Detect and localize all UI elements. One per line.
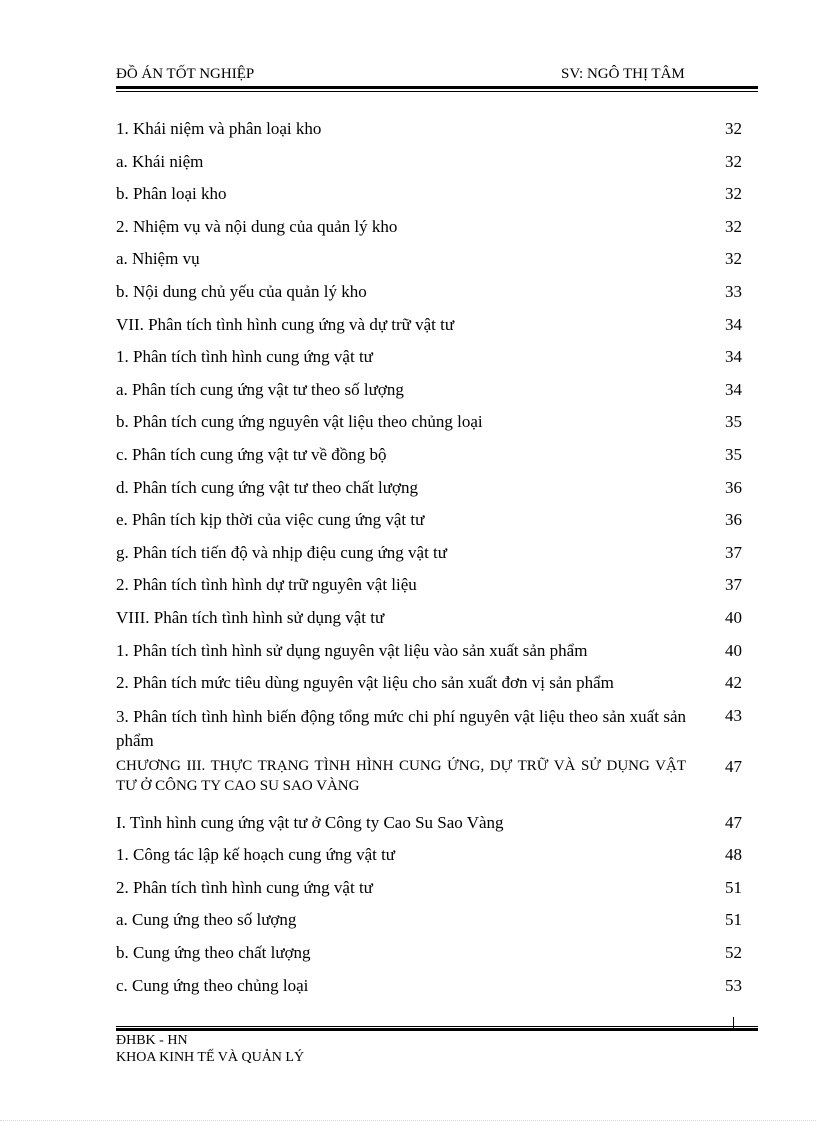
toc-entry	[116, 248, 742, 281]
header-thesis-title: ĐỒ ÁN TỐT NGHIỆP	[116, 66, 255, 82]
toc-entry	[116, 942, 742, 975]
toc-entry-page: 35	[725, 444, 742, 464]
toc-entry-page: 32	[725, 151, 742, 171]
toc-entry	[116, 379, 742, 412]
page-footer	[116, 1032, 304, 1066]
toc-entry	[116, 975, 742, 1008]
toc-entry-page: 33	[725, 281, 742, 301]
toc-entry-title: VII. Phân tích tình hình cung ứng và dự trữ vật tư	[116, 314, 455, 334]
toc-entry-title: c. Phân tích cung ứng vật tư về đồng bộ	[116, 444, 387, 464]
toc-entry-page: 43	[725, 705, 742, 725]
toc-entry-page: 48	[725, 845, 742, 865]
header-rule-thick	[116, 86, 758, 89]
toc-entry	[116, 812, 742, 845]
toc-entry	[116, 477, 742, 510]
toc-entry-page: 32	[725, 184, 742, 204]
toc-entry-title: 1. Phân tích tình hình cung ứng vật tư	[116, 347, 373, 367]
toc-entry-title: b. Cung ứng theo chất lượng	[116, 943, 311, 963]
toc-entry-page: 40	[725, 640, 742, 660]
toc-entry-page: 36	[725, 510, 742, 530]
toc-entry	[116, 444, 742, 477]
toc-entry-page: 32	[725, 216, 742, 236]
toc-entry-page: 51	[725, 910, 742, 930]
toc-entry-title: b. Phân loại kho	[116, 184, 227, 204]
footer-rule-thick	[116, 1028, 758, 1031]
toc-entry-page: 53	[725, 975, 742, 995]
toc-chapter-entry	[116, 756, 742, 812]
toc-entry-title: b. Phân tích cung ứng nguyên vật liệu theo chủng loại	[116, 412, 483, 432]
toc-entry-page: 42	[725, 673, 742, 693]
toc-entry	[116, 411, 742, 444]
toc-entry-title: 2. Nhiệm vụ và nội dung của quản lý kho	[116, 216, 398, 236]
toc-entry	[116, 314, 742, 347]
toc-entry-title: c. Cung ứng theo chủng loại	[116, 975, 309, 995]
toc-entry	[116, 542, 742, 575]
toc-entry-page: 51	[725, 877, 742, 897]
toc-entry	[116, 640, 742, 673]
toc-entry-title: a. Phân tích cung ứng vật tư theo số lượng	[116, 379, 404, 399]
page-bottom-dotted-line	[0, 1120, 816, 1121]
toc-entry	[116, 346, 742, 379]
toc-entry-title: 1. Khái niệm và phân loại kho	[116, 119, 322, 138]
toc-entry-page: 37	[725, 542, 742, 562]
toc-entry-title: I. Tình hình cung ứng vật tư ở Công ty Cao Su Sao Vàng	[116, 812, 504, 832]
toc-entry-title: VIII. Phân tích tình hình sử dụng vật tư	[116, 607, 385, 627]
toc-entry	[116, 151, 742, 184]
toc-entry-page: 32	[725, 119, 742, 138]
toc-entry-page: 37	[725, 575, 742, 595]
toc-entry-title: e. Phân tích kịp thời của việc cung ứng vật tư	[116, 510, 425, 530]
toc-entry	[116, 877, 742, 910]
toc-entry	[116, 672, 742, 705]
toc-entry-title: 1. Phân tích tình hình sử dụng nguyên vật liệu vào sản xuất sản phẩm	[116, 640, 588, 660]
toc-entry-page: 36	[725, 477, 742, 497]
toc-entry-title: g. Phân tích tiến độ và nhịp điệu cung ứng vật tư	[116, 542, 447, 562]
toc-entry	[116, 216, 742, 249]
toc-entry-page: 47	[725, 756, 742, 776]
toc-entry	[116, 281, 742, 314]
toc-entry	[116, 705, 742, 756]
toc-entry-title: 2. Phân tích tình hình dự trữ nguyên vật liệu	[116, 575, 417, 595]
footer-university: ĐHBK - HN	[116, 1033, 188, 1048]
toc-entry	[116, 574, 742, 607]
toc-entry	[116, 183, 742, 216]
toc-entry-title: b. Nội dung chủ yếu của quản lý kho	[116, 281, 367, 301]
toc-entry-title: a. Cung ứng theo số lượng	[116, 910, 297, 930]
footer-faculty: KHOA KINH TẾ VÀ QUẢN LÝ	[116, 1050, 305, 1065]
table-of-contents	[116, 118, 742, 1007]
toc-entry	[116, 844, 742, 877]
footer-rule-thin	[116, 1026, 758, 1027]
toc-entry-page: 34	[725, 379, 742, 399]
toc-entry-title: a. Khái niệm	[116, 151, 204, 171]
toc-entry-title: 1. Công tác lập kế hoạch cung ứng vật tư	[116, 845, 396, 865]
toc-entry-page: 34	[725, 314, 742, 334]
toc-entry	[116, 607, 742, 640]
toc-entry	[116, 909, 742, 942]
toc-entry-title: 3. Phân tích tình hình biến động tổng mức chi phí nguyên vật liệu theo sản xuất sản phẩm	[116, 706, 686, 750]
toc-entry-page: 52	[725, 943, 742, 963]
toc-entry-page: 35	[725, 412, 742, 432]
toc-entry-title: 2. Phân tích mức tiêu dùng nguyên vật liệu cho sản xuất đơn vị sản phẩm	[116, 673, 614, 693]
toc-entry	[116, 118, 742, 151]
toc-chapter-title: CHƯƠNG III. THỰC TRẠNG TÌNH HÌNH CUNG ỨNG, DỰ TRỮ VÀ SỬ DỤNG VẬT TƯ Ở CÔNG TY CAO SU SAO VÀNG	[116, 757, 686, 794]
header-student-name: SV: NGÔ THỊ TÂM	[561, 66, 685, 82]
toc-entry-page: 34	[725, 347, 742, 367]
toc-entry-page: 47	[725, 812, 742, 832]
toc-entry-title: a. Nhiệm vụ	[116, 249, 200, 269]
header-rule-thin	[116, 91, 758, 92]
toc-entry-title: 2. Phân tích tình hình cung ứng vật tư	[116, 877, 373, 897]
toc-entry-page: 32	[725, 249, 742, 269]
toc-entry-page: 40	[725, 607, 742, 627]
toc-entry	[116, 509, 742, 542]
toc-entry-title: d. Phân tích cung ứng vật tư theo chất lượng	[116, 477, 418, 497]
